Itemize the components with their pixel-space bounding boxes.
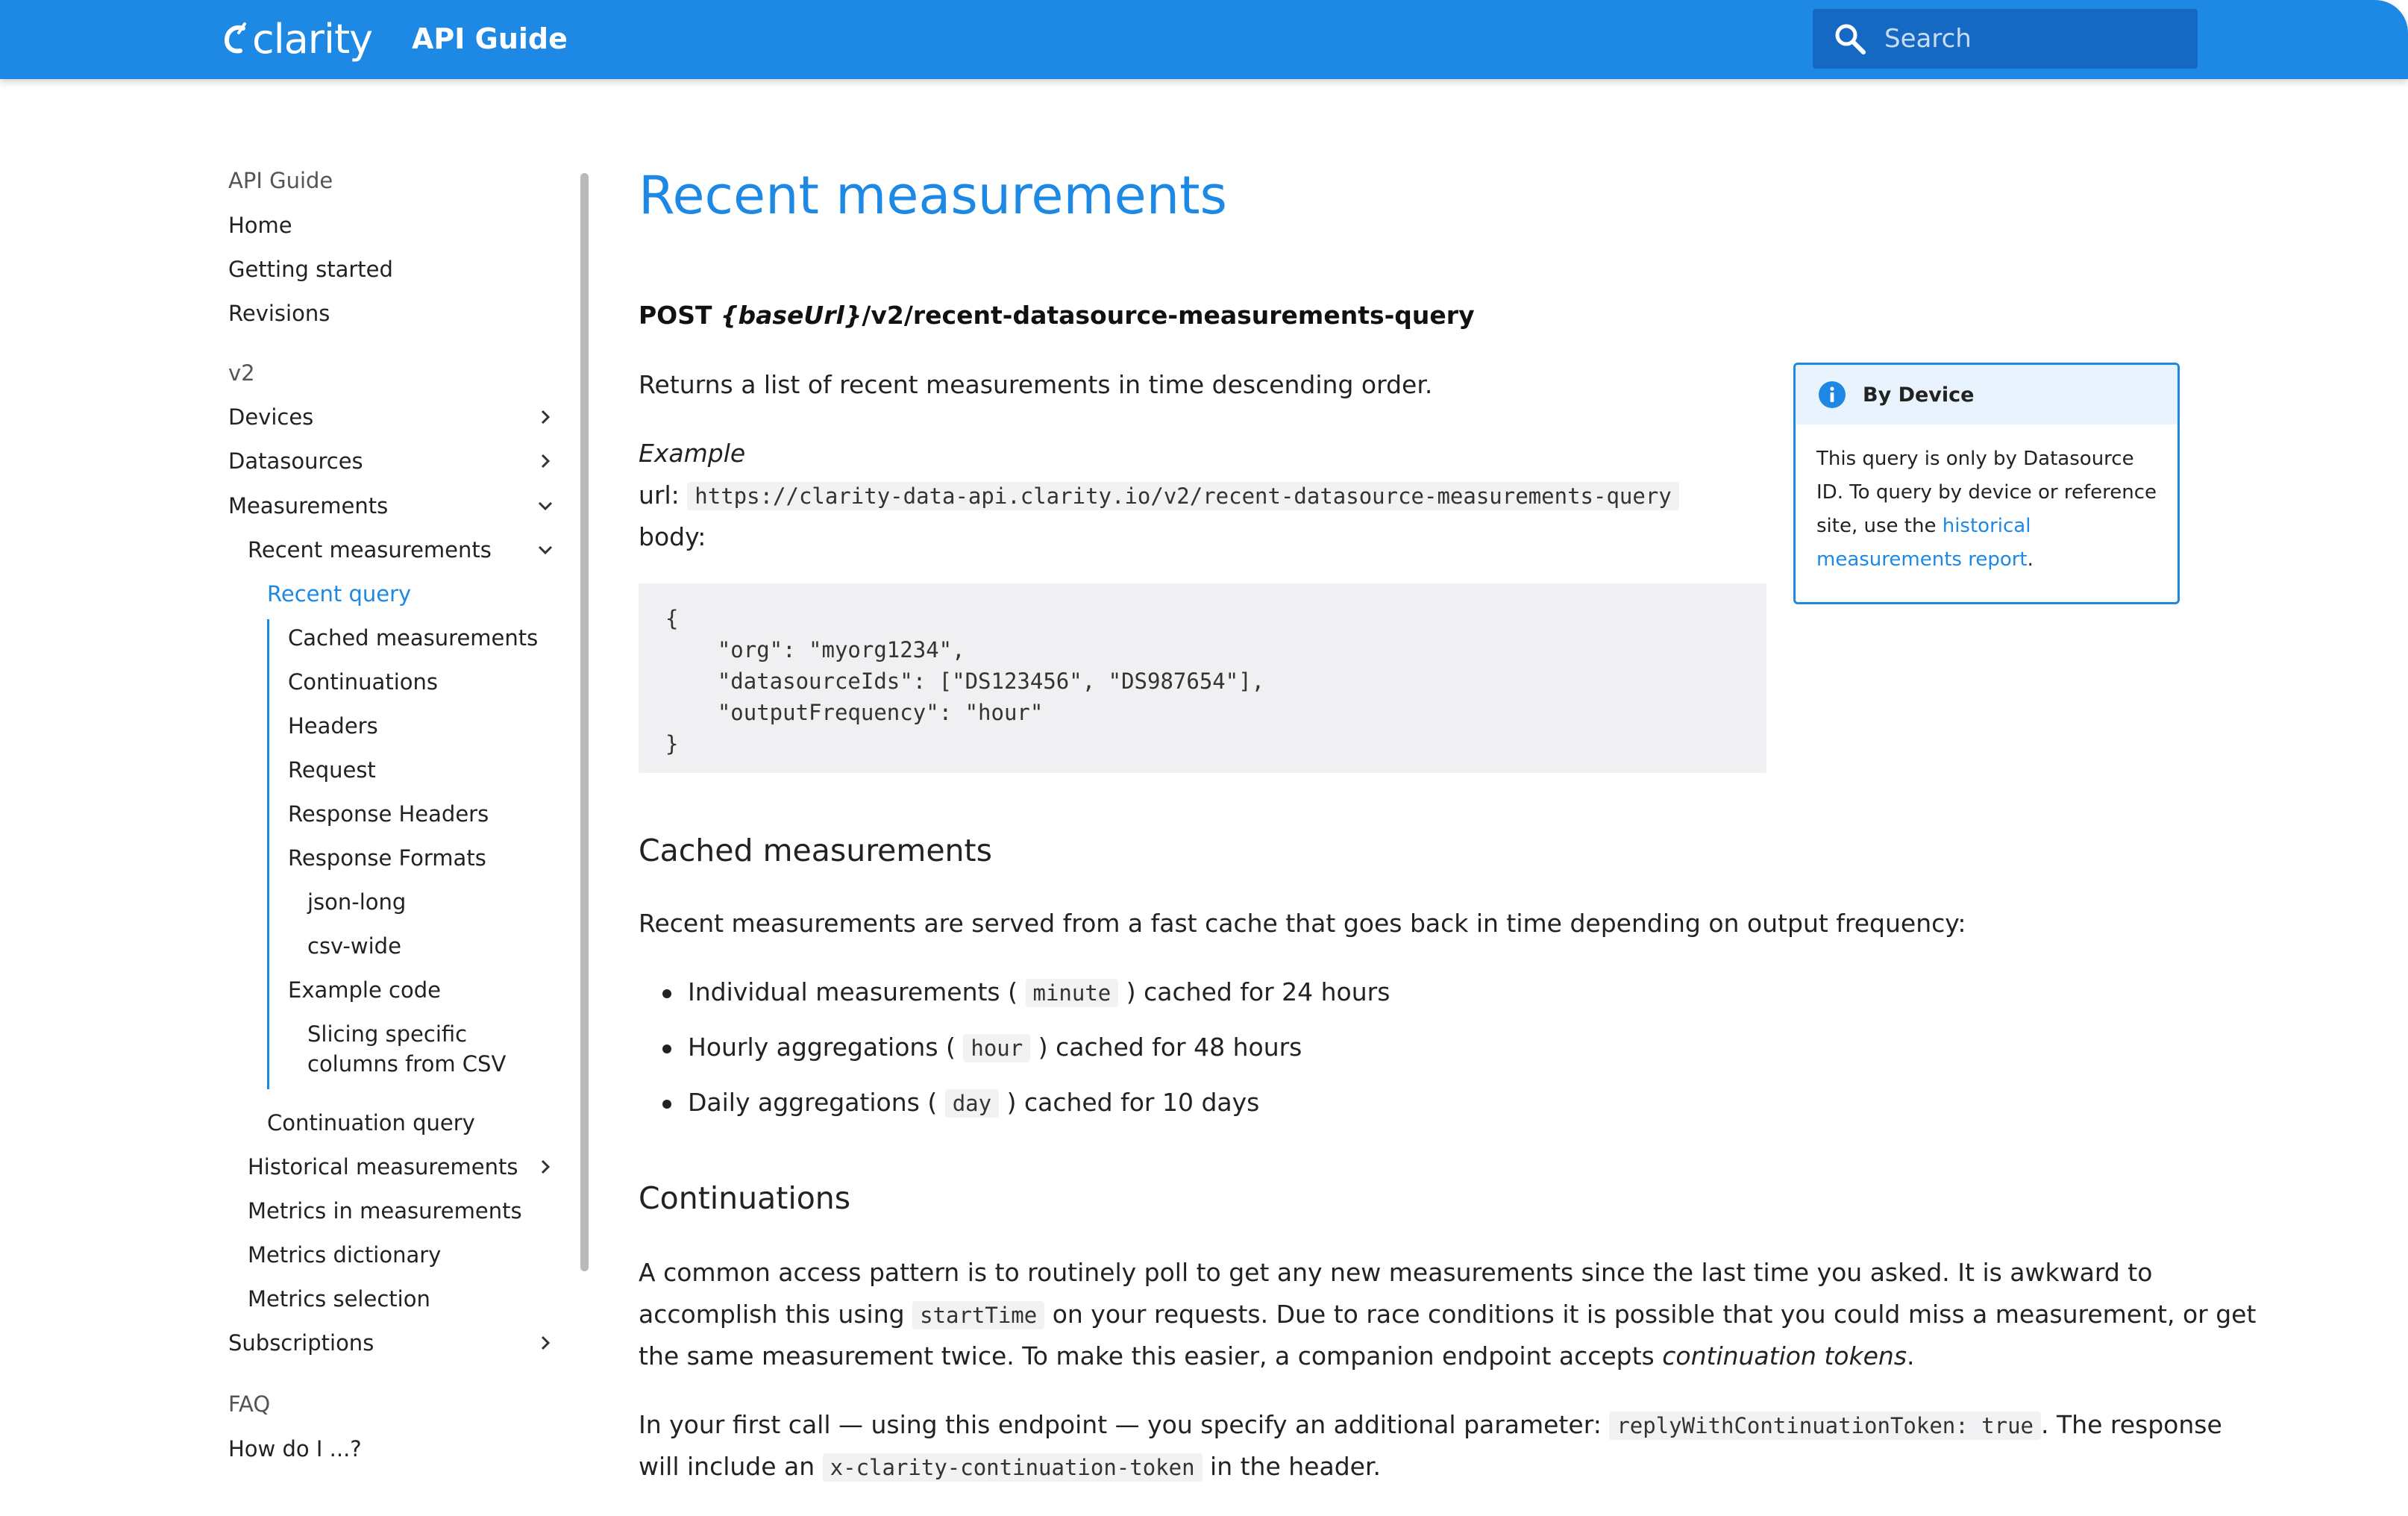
nav-section-api-guide: API Guide — [228, 168, 333, 193]
nav-item-csv-wide[interactable]: csv-wide — [307, 933, 401, 959]
endpoint-signature — [639, 298, 1475, 333]
logo-text: clarity — [252, 15, 373, 63]
paragraph-text: the same measurement twice. To make this easier, a companion endpoint accepts — [639, 1341, 1663, 1371]
chevron-right-icon[interactable] — [536, 407, 555, 427]
info-icon — [1818, 380, 1846, 409]
chevron-right-icon[interactable] — [536, 1157, 555, 1177]
nav-item-metrics-dictionary[interactable]: Metrics dictionary — [248, 1242, 442, 1268]
chevron-down-icon[interactable] — [536, 540, 555, 560]
code-content: { "org": "myorg1234", "datasourceIds": ["DS123456", "DS987654"], "outputFrequency": "hour" } — [665, 606, 1265, 757]
top-app-bar — [0, 0, 2408, 79]
endpoint-baseurl: {baseUrl} — [721, 301, 862, 330]
emphasis-text: continuation tokens — [1662, 1341, 1907, 1371]
heading-cached-measurements: Cached measurements — [639, 833, 992, 868]
sidebar-scrollbar[interactable] — [580, 173, 589, 1271]
search-input[interactable] — [1883, 23, 2184, 54]
nav-item-subscriptions[interactable]: Subscriptions — [228, 1330, 374, 1356]
nav-item-metrics-in-measurements[interactable]: Metrics in measurements — [248, 1198, 522, 1224]
list-item — [662, 971, 1390, 1014]
paragraph-text: in the header. — [1202, 1452, 1381, 1481]
search-box[interactable] — [1813, 9, 2198, 69]
continuations-line-1: A common access pattern is to routinely poll to get any new measurements since the last time you asked. It is awkward to — [639, 1258, 2153, 1287]
bullet-code: hour — [963, 1034, 1030, 1062]
callout-title: By Device — [1863, 383, 1975, 407]
url-label: url: — [639, 480, 680, 510]
list-item — [662, 1027, 1302, 1069]
inline-code-continuation-token: x-clarity-continuation-token — [823, 1453, 1203, 1482]
clarity-logo-icon — [224, 22, 249, 55]
paragraph-text: . — [1907, 1341, 1915, 1371]
nav-item-historical-measurements[interactable]: Historical measurements — [248, 1154, 518, 1180]
bullet-text: ) cached for 48 hours — [1038, 1033, 1302, 1062]
nav-item-datasources[interactable]: Datasources — [228, 448, 363, 474]
continuations-line-3 — [639, 1335, 1915, 1377]
nav-item-continuation-query[interactable]: Continuation query — [267, 1110, 475, 1136]
example-url: https://clarity-data-api.clarity.io/v2/recent-datasource-measurements-query — [687, 482, 1678, 510]
bullet-code: minute — [1026, 979, 1119, 1007]
nav-item-getting-started[interactable]: Getting started — [228, 257, 393, 282]
example-label: Example — [639, 439, 746, 468]
list-item — [662, 1082, 1259, 1124]
continuations-p2-line-2 — [639, 1446, 1381, 1488]
nav-item-measurements[interactable]: Measurements — [228, 493, 389, 519]
body-label: body: — [639, 522, 706, 551]
nav-item-slicing-columns[interactable]: Slicing specific columns from CSV — [307, 1021, 507, 1077]
nav-item-request[interactable]: Request — [288, 757, 376, 783]
clarity-logo[interactable] — [224, 9, 372, 69]
paragraph-text: . The response — [2041, 1410, 2222, 1439]
nav-item-revisions[interactable]: Revisions — [228, 301, 330, 326]
endpoint-method: POST — [639, 301, 721, 330]
callout-body — [1796, 425, 2177, 595]
nav-section-v2: v2 — [228, 360, 255, 386]
toc-guide-line — [267, 619, 269, 1089]
bullet-code: day — [945, 1089, 999, 1118]
bullet-text: ) cached for 24 hours — [1126, 977, 1390, 1006]
callout-text: This query is only by Datasource ID. To query by device or reference site, use the — [1816, 448, 2157, 537]
info-callout — [1793, 363, 2180, 604]
continuations-line-2 — [639, 1294, 2256, 1336]
nav-item-metrics-selection[interactable]: Metrics selection — [248, 1286, 430, 1312]
bullet-text: Individual measurements ( — [688, 977, 1018, 1006]
nav-item-response-formats[interactable]: Response Formats — [288, 845, 486, 871]
endpoint-path: /v2/recent-datasource-measurements-query — [862, 301, 1475, 330]
bullet-text: Daily aggregations ( — [688, 1088, 938, 1117]
heading-continuations: Continuations — [639, 1180, 851, 1216]
nav-item-example-code[interactable]: Example code — [288, 977, 441, 1003]
page-title: Recent measurements — [639, 165, 1228, 226]
nav-item-home[interactable]: Home — [228, 213, 292, 238]
inline-code-reply-token: replyWithContinuationToken: true — [1609, 1412, 2041, 1440]
paragraph-text: accomplish this using — [639, 1300, 913, 1329]
endpoint-description: Returns a list of recent measurements in time descending order. — [639, 370, 1433, 399]
inline-code-starttime: startTime — [912, 1301, 1044, 1329]
paragraph-text: will include an — [639, 1452, 823, 1481]
nav-item-cached-measurements[interactable]: Cached measurements — [288, 625, 539, 651]
nav-item-json-long[interactable]: json-long — [307, 889, 407, 915]
nav-item-continuations[interactable]: Continuations — [288, 669, 438, 695]
paragraph-text: on your requests. Due to race conditions it is possible that you could miss a measurement, or get — [1044, 1300, 2257, 1329]
example-url-line — [639, 474, 1679, 517]
bullet-text: ) cached for 10 days — [1006, 1088, 1260, 1117]
site-title[interactable]: API Guide — [412, 22, 568, 55]
code-block — [639, 583, 1766, 773]
nav-item-recent-measurements[interactable]: Recent measurements — [248, 537, 492, 563]
cached-intro: Recent measurements are served from a fast cache that goes back in time depending on output frequency: — [639, 909, 1966, 938]
nav-item-response-headers[interactable]: Response Headers — [288, 801, 489, 827]
chevron-right-icon[interactable] — [536, 451, 555, 471]
nav-section-faq: FAQ — [228, 1391, 271, 1417]
chevron-down-icon[interactable] — [536, 496, 555, 516]
callout-header — [1796, 365, 2177, 425]
search-icon — [1834, 22, 1866, 55]
historical-measurements-link[interactable]: historical measurements report — [1816, 515, 2031, 571]
nav-item-recent-query[interactable]: Recent query — [267, 581, 412, 607]
bullet-text: Hourly aggregations ( — [688, 1033, 956, 1062]
callout-text: . — [2027, 548, 2034, 571]
nav-item-how-do-i[interactable]: How do I ...? — [228, 1436, 362, 1462]
nav-item-devices[interactable]: Devices — [228, 404, 314, 430]
chevron-right-icon[interactable] — [536, 1333, 555, 1353]
nav-item-headers[interactable]: Headers — [288, 713, 378, 739]
paragraph-text: In your first call — using this endpoint — you specify an additional parameter: — [639, 1410, 1610, 1439]
continuations-p2-line-1 — [639, 1404, 2222, 1447]
